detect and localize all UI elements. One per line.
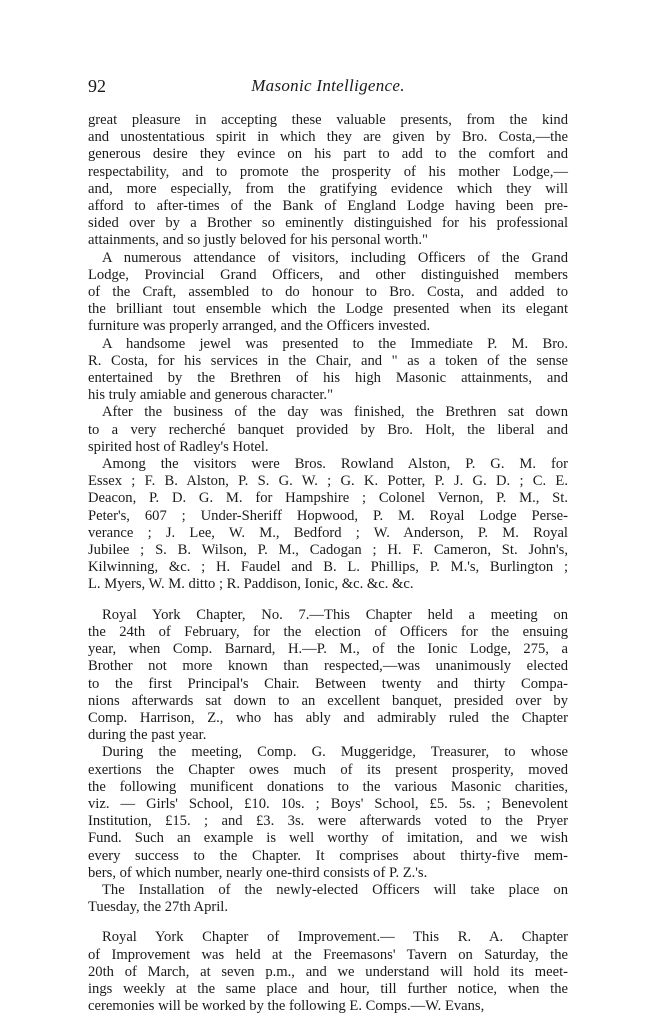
- text-line: generous desire they evince on his part to add to the comfort and: [88, 146, 568, 163]
- text-line: Among the visitors were Bros. Rowland Alston, P. G. M. for: [102, 456, 568, 473]
- text-line: his truly amiable and generous character.": [88, 387, 334, 404]
- text-line: ceremonies will be worked by the following E. Comps.—W. Evans,: [88, 998, 485, 1015]
- text-line: Comp. Harrison, Z., who has ably and admirably ruled the Chapter: [88, 709, 568, 726]
- paragraph: [88, 456, 568, 594]
- text-line: Fund. Such an example is well worthy of imitation, and we wish: [88, 830, 568, 847]
- text-line: afford to after-times of the Bank of England Lodge having been pre-: [88, 198, 568, 215]
- section-gap: [88, 594, 568, 607]
- text-line: Institution, £15. ; and £3. 3s. were afterwards voted to the Pryer: [88, 813, 568, 830]
- text-line: Tuesday, the 27th April.: [88, 899, 228, 916]
- paragraph: [88, 404, 568, 456]
- text-line: The Installation of the newly-elected Officers will take place on: [102, 881, 568, 898]
- text-line: bers, of which number, nearly one-third consists of P. Z.'s.: [88, 864, 428, 881]
- text-line: nions afterwards sat down to an excellent banquet, presided over by: [88, 692, 568, 709]
- text-line: and, more especially, from the gratifying evidence which they will: [88, 180, 568, 197]
- text-line: Jubilee ; S. B. Wilson, P. M., Cadogan ; H. F. Cameron, St. John's,: [88, 542, 568, 559]
- text-line: the brilliant tout ensemble which the Lodge presented when its elegant: [88, 301, 568, 318]
- page: [88, 76, 568, 1015]
- text-line: Brother not more known than respected,—was unanimously elected: [88, 658, 568, 675]
- article-body: [88, 112, 568, 1015]
- text-line: verance ; J. Lee, W. M., Bedford ; W. Anderson, P. M. Royal: [88, 524, 568, 541]
- paragraph: [88, 607, 568, 745]
- text-line: the 24th of February, for the election of Officers for the ensuing: [88, 623, 568, 640]
- text-line: respectability, and to promote the prosperity of his mother Lodge,—: [88, 163, 568, 180]
- text-line: furniture was properly arranged, and the Officers invested.: [88, 318, 431, 335]
- text-line: 20th of March, at seven p.m., and we understand will hold its meet-: [88, 963, 568, 980]
- text-line: Essex ; F. B. Alston, P. S. G. W. ; G. K. Potter, P. J. G. D. ; C. E.: [88, 473, 568, 490]
- running-title: Masonic Intelligence.: [251, 76, 405, 95]
- running-head: [88, 76, 568, 106]
- text-line: ings weekly at the same place and hour, till further notice, when the: [88, 980, 568, 997]
- text-line: great pleasure in accepting these valuable presents, from the kind: [88, 112, 568, 128]
- text-line: Peter's, 607 ; Under-Sheriff Hopwood, P. M. Royal Lodge Perse-: [88, 507, 568, 524]
- text-line: viz. — Girls' School, £10. 10s. ; Boys' School, £5. 5s. ; Benevolent: [88, 795, 568, 812]
- text-line: to a very recherché banquet provided by Bro. Holt, the liberal and: [88, 421, 568, 438]
- page-number: 92: [88, 76, 106, 96]
- text-line: entertained by the Brethren of his high Masonic attainments, and: [88, 370, 568, 387]
- text-line: After the business of the day was finished, the Brethren sat down: [102, 404, 568, 421]
- text-line: A numerous attendance of visitors, including Officers of the Grand: [102, 249, 568, 266]
- paragraph: [88, 882, 568, 916]
- text-line: Lodge, Provincial Grand Officers, and other distinguished members: [88, 266, 568, 283]
- paragraph: [88, 336, 568, 405]
- text-line: A handsome jewel was presented to the Immediate P. M. Bro.: [102, 335, 568, 352]
- text-line: every success to the Chapter. It comprises about thirty-five mem-: [88, 847, 568, 864]
- text-line: year, when Comp. Barnard, H.—P. M., of the Ionic Lodge, 275, a: [88, 641, 568, 658]
- paragraph: [88, 112, 568, 250]
- text-line: to the first Principal's Chair. Between twenty and thirty Compa-: [88, 675, 568, 692]
- text-line: during the past year.: [88, 727, 207, 744]
- text-line: sided over by a Brother so eminently distinguished for his professional: [88, 215, 568, 232]
- paragraph: [88, 929, 568, 1015]
- text-line: of Improvement was held at the Freemasons' Tavern on Saturday, the: [88, 946, 568, 963]
- text-line: Royal York Chapter, No. 7.—This Chapter held a meeting on: [102, 606, 568, 623]
- text-line: spirited host of Radley's Hotel.: [88, 438, 269, 455]
- text-line: the following munificent donations to the various Masonic charities,: [88, 778, 568, 795]
- paragraph: [88, 250, 568, 336]
- text-line: Royal York Chapter of Improvement.— This R. A. Chapter: [102, 929, 568, 946]
- text-line: exertions the Chapter owes much of its present prosperity, moved: [88, 761, 568, 778]
- text-line: L. Myers, W. M. ditto ; R. Paddison, Ionic, &c. &c. &c.: [88, 576, 414, 593]
- text-line: of the Craft, assembled to do honour to Bro. Costa, and added to: [88, 284, 568, 301]
- text-line: Kilwinning, &c. ; H. Faudel and B. L. Phillips, P. M.'s, Burlington ;: [88, 559, 568, 576]
- text-line: R. Costa, for his services in the Chair, and " as a token of the sense: [88, 352, 568, 369]
- text-line: Deacon, P. D. G. M. for Hampshire ; Colonel Vernon, P. M., St.: [88, 490, 568, 507]
- section-gap: [88, 916, 568, 929]
- text-line: and unostentatious spirit in which they are given by Bro. Costa,—the: [88, 129, 568, 146]
- paragraph: [88, 744, 568, 882]
- text-line: During the meeting, Comp. G. Muggeridge, Treasurer, to whose: [102, 744, 568, 761]
- text-line: attainments, and so justly beloved for his personal worth.": [88, 232, 428, 249]
